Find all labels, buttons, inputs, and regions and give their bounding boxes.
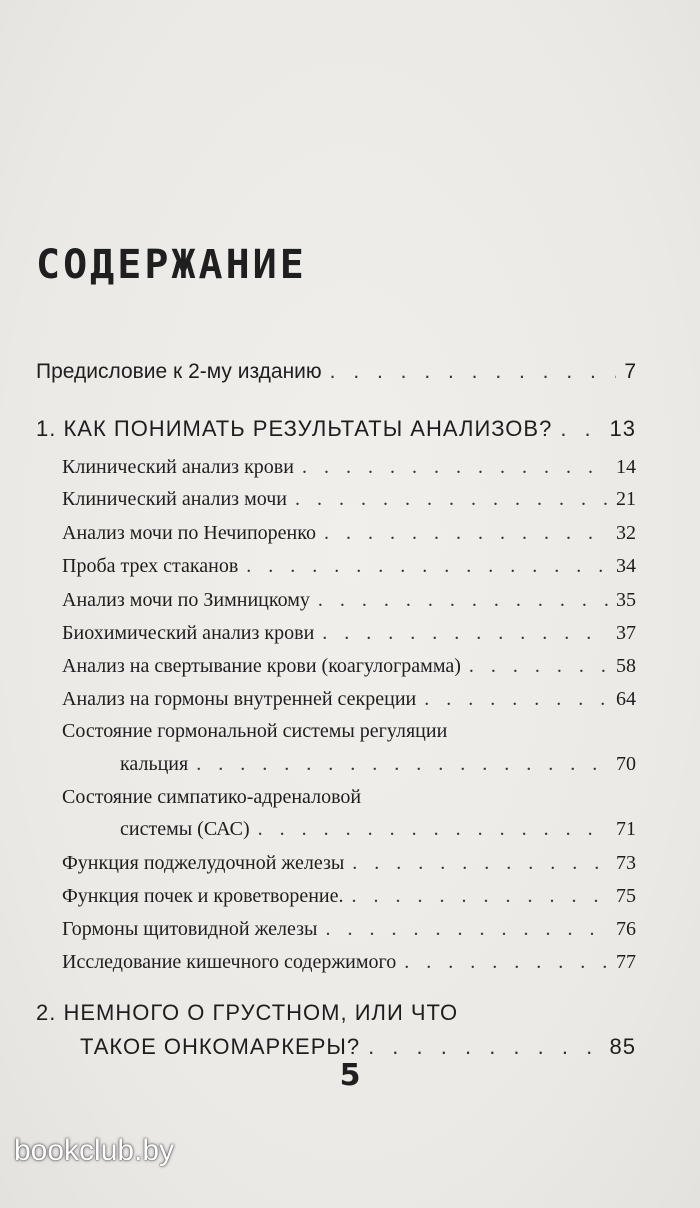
toc-entry-label: системы (САС) (120, 818, 250, 840)
dot-leader (246, 555, 608, 578)
dot-leader (352, 885, 609, 908)
toc-entry-label: Проба трех стаканов (62, 555, 239, 577)
toc-page-number: 14 (616, 456, 636, 478)
toc-entry (120, 753, 636, 776)
page-number-folio: 5 (339, 1058, 361, 1093)
toc-entry-label: Анализ на свертывание крови (коагулограмма) (62, 655, 461, 677)
dot-leader (324, 522, 608, 545)
toc-entry-label: Функция почек и кроветворение. (62, 885, 344, 907)
toc-entry-label: Анализ мочи по Нечипоренко (62, 522, 316, 544)
toc-page-number: 77 (616, 951, 636, 973)
toc-page-number: 71 (616, 818, 636, 840)
page-title: СОДЕРЖАНИЕ (36, 242, 307, 288)
toc-entry (62, 555, 636, 578)
dot-leader (469, 655, 608, 678)
toc-page-number: 76 (616, 918, 636, 940)
toc-page-number: 13 (609, 416, 636, 441)
toc-entry-label: Функция поджелудочной железы (62, 852, 345, 874)
toc-page-number: 37 (616, 622, 636, 644)
toc-entry-label: Исследование кишечного содержимого (62, 951, 397, 973)
dot-leader (322, 622, 608, 645)
toc-entry-label: Клинический анализ мочи (62, 488, 287, 510)
toc-page-number: 34 (616, 555, 636, 577)
dot-leader (330, 360, 617, 384)
toc-entry-label: кальция (120, 753, 189, 775)
toc-entry-preface (36, 360, 636, 384)
toc-chapter-2 (80, 1034, 636, 1060)
dot-leader (325, 918, 608, 941)
toc-chapter-title: 1. КАК ПОНИМАТЬ РЕЗУЛЬТАТЫ АНАЛИЗОВ? (36, 416, 553, 441)
dot-leader (196, 753, 608, 776)
toc-entry-label: Анализ на гормоны внутренней секреции (62, 688, 417, 710)
toc-page-number: 35 (616, 589, 636, 611)
toc-entry (62, 655, 636, 678)
toc-chapter-1 (36, 416, 636, 442)
dot-leader (368, 1034, 601, 1060)
dot-leader (404, 951, 608, 974)
toc-entry-label-line1: Состояние симпатико-адреналовой (62, 786, 362, 808)
toc-entry-label: Предисловие к 2-му изданию (36, 360, 322, 383)
toc-chapter-title: ТАКОЕ ОНКОМАРКЕРЫ? (80, 1034, 361, 1059)
toc-entry (62, 456, 636, 479)
toc-entry (62, 852, 636, 875)
dot-leader (424, 688, 608, 711)
toc-page-number: 85 (609, 1034, 636, 1059)
toc-entry (62, 622, 636, 645)
dot-leader (560, 416, 601, 442)
dot-leader (295, 488, 608, 511)
toc-entry-label: Анализ мочи по Зимницкому (62, 589, 310, 611)
toc-entry (62, 918, 636, 941)
dot-leader (352, 852, 608, 875)
toc-entry (62, 589, 636, 612)
dot-leader (258, 818, 608, 841)
toc-entry (62, 488, 636, 511)
toc-page-number: 32 (616, 522, 636, 544)
toc-entry (62, 951, 636, 974)
toc-entry-label: Гормоны щитовидной железы (62, 918, 318, 940)
toc-entry (62, 522, 636, 545)
dot-leader (302, 456, 608, 479)
toc-page-number: 7 (624, 360, 636, 383)
toc-chapter-title-line1: 2. НЕМНОГО О ГРУСТНОМ, ИЛИ ЧТО (36, 1000, 459, 1025)
toc-entry (62, 688, 636, 711)
dot-leader (318, 589, 608, 612)
toc-page-number: 58 (616, 655, 636, 677)
toc-page-number: 70 (616, 753, 636, 775)
toc-entry (120, 818, 636, 841)
toc-page-number: 73 (616, 852, 636, 874)
toc-page-number: 21 (616, 488, 636, 510)
toc-page-number: 75 (616, 885, 636, 907)
toc-entry-label: Клинический анализ крови (62, 456, 294, 478)
toc-entry-label-line1: Состояние гормональной системы регуляции (62, 720, 448, 742)
toc-entry (62, 885, 636, 908)
toc-page-number: 64 (616, 688, 636, 710)
toc-entry-label: Биохимический анализ крови (62, 622, 315, 644)
watermark: bookclub.by (14, 1134, 175, 1167)
